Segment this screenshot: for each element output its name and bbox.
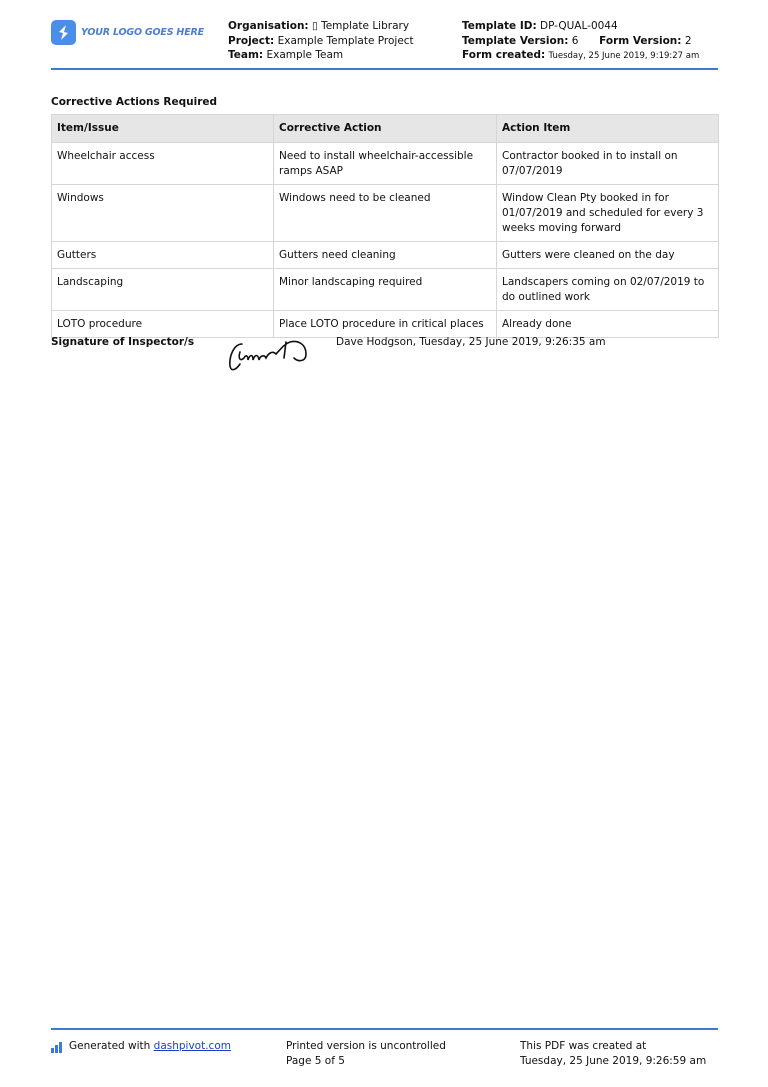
page-number: Page 5 of 5	[286, 1054, 345, 1067]
template-id-label: Template ID:	[462, 20, 537, 32]
cell-item-issue: LOTO procedure	[52, 311, 274, 338]
print-info	[286, 1039, 446, 1068]
pdf-created-label: This PDF was created at	[520, 1040, 647, 1052]
project-row	[228, 34, 414, 49]
signer-name-timestamp: Dave Hodgson, Tuesday, 25 June 2019, 9:26:35 am	[336, 336, 606, 348]
organisation-label: Organisation:	[228, 20, 309, 32]
cell-corrective-action: Need to install wheelchair-accessible ramps ASAP	[274, 143, 497, 185]
cell-corrective-action: Minor landscaping required	[274, 269, 497, 311]
organisation-value: ▯ Template Library	[311, 20, 410, 32]
cell-item-issue: Windows	[52, 185, 274, 242]
team-row	[228, 48, 414, 63]
cell-item-issue: Gutters	[52, 242, 274, 269]
table-header-row	[52, 115, 719, 143]
cell-item-issue: Landscaping	[52, 269, 274, 311]
team-label: Team:	[228, 49, 264, 61]
table-row	[52, 311, 719, 338]
cell-action-item: Gutters were cleaned on the day	[497, 242, 719, 269]
corrective-actions-table	[51, 114, 719, 338]
section-title: Corrective Actions Required	[51, 96, 218, 108]
form-created-value: Tuesday, 25 June 2019, 9:19:27 am	[548, 51, 700, 61]
header-org-info	[228, 19, 414, 63]
form-created-label: Form created:	[462, 49, 546, 61]
column-header-action-item: Action Item	[497, 115, 719, 143]
cell-corrective-action: Place LOTO procedure in critical places	[274, 311, 497, 338]
organisation-row	[228, 19, 414, 34]
column-header-corrective-action: Corrective Action	[274, 115, 497, 143]
footer-divider	[51, 1028, 718, 1030]
pdf-created-timestamp: Tuesday, 25 June 2019, 9:26:59 am	[520, 1054, 707, 1067]
version-row	[462, 34, 699, 49]
table-row	[52, 143, 719, 185]
form-created-row	[462, 48, 699, 64]
company-logo	[51, 20, 204, 45]
cell-corrective-action: Windows need to be cleaned	[274, 185, 497, 242]
logo-icon	[51, 20, 76, 45]
cell-item-issue: Wheelchair access	[52, 143, 274, 185]
table-row	[52, 269, 719, 311]
cell-corrective-action: Gutters need cleaning	[274, 242, 497, 269]
form-version-value: 2	[684, 34, 692, 47]
pdf-created-info	[520, 1039, 706, 1068]
cell-action-item: Already done	[497, 311, 719, 338]
cell-action-item: Contractor booked in to install on 07/07/2019	[497, 143, 719, 185]
signature-label: Signature of Inspector/s	[51, 336, 195, 348]
template-id-row	[462, 19, 699, 34]
cell-action-item: Landscapers coming on 02/07/2019 to do outlined work	[497, 269, 719, 311]
table-row	[52, 185, 719, 242]
template-version-value: 6	[571, 34, 579, 47]
project-value: Example Template Project	[277, 34, 414, 47]
team-value: Example Team	[266, 49, 344, 61]
template-id-value: DP-QUAL-0044	[540, 20, 618, 32]
generated-with	[51, 1039, 231, 1054]
column-header-item-issue: Item/Issue	[52, 115, 274, 143]
dashpivot-bars-icon	[51, 1042, 63, 1053]
form-version-label: Form Version:	[599, 34, 682, 47]
generated-prefix: Generated with	[69, 1040, 154, 1052]
project-label: Project:	[228, 34, 275, 47]
header-divider	[51, 68, 718, 70]
cell-action-item: Window Clean Pty booked in for 01/07/2019 and scheduled for every 3 weeks moving forward	[497, 185, 719, 242]
uncontrolled-notice: Printed version is uncontrolled	[286, 1040, 446, 1052]
document-header	[51, 16, 718, 68]
template-version-label: Template Version:	[462, 34, 569, 47]
dashpivot-link[interactable]: dashpivot.com	[153, 1040, 231, 1052]
table-row	[52, 242, 719, 269]
logo-text: YOUR LOGO GOES HERE	[81, 27, 204, 38]
signature-image	[226, 336, 312, 380]
header-template-info	[462, 19, 699, 64]
